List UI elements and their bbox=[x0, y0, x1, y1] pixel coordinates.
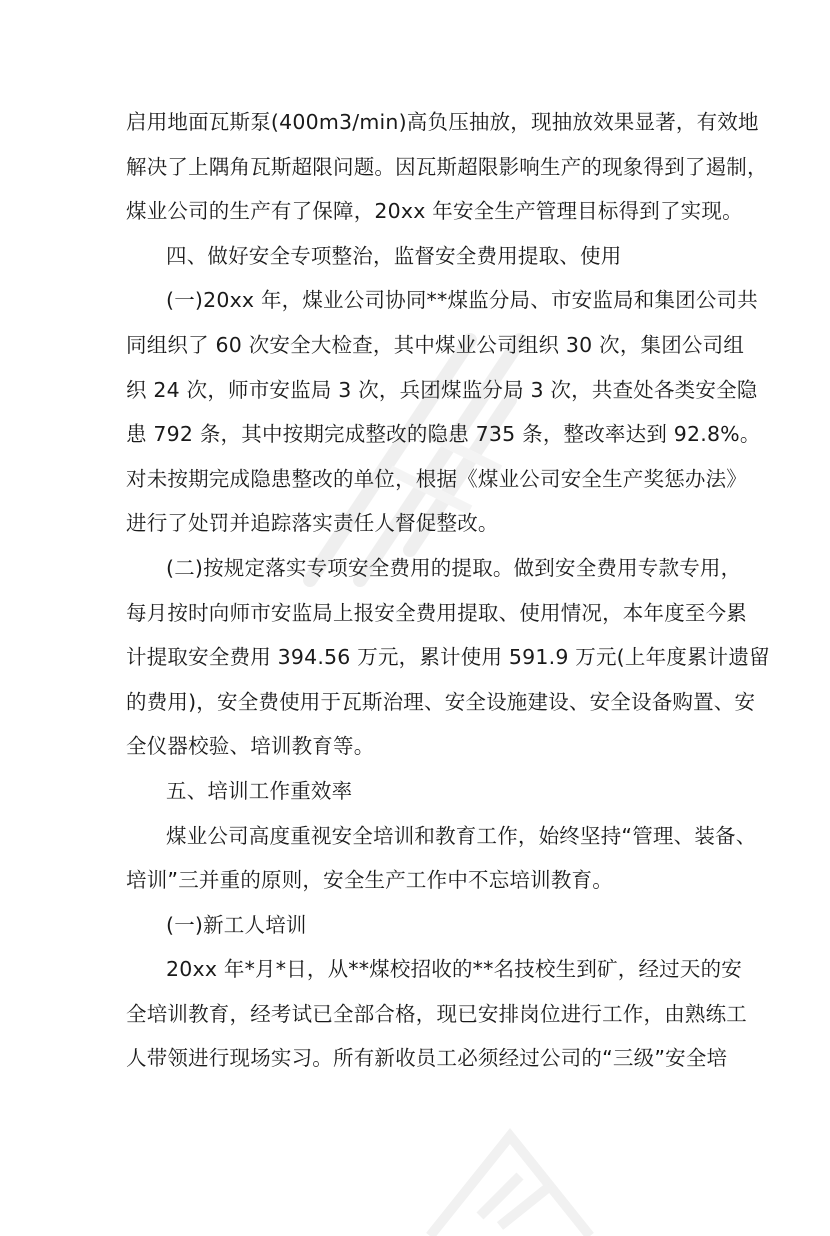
text-line: 培训”三并重的原则，安全生产工作中不忘培训教育。 bbox=[126, 868, 613, 893]
text-line: (二)按规定落实专项安全费用的提取。做到安全费用专款专用， bbox=[166, 555, 742, 580]
section-heading-five: 五、培训工作重效率 bbox=[166, 778, 353, 803]
section-heading-four: 四、做好安全专项整治，监督安全费用提取、使用 bbox=[166, 243, 622, 268]
text-line: 启用地面瓦斯泵(400m3/min)高负压抽放，现抽放效果显著，有效地 bbox=[126, 110, 759, 134]
text-line: 全培训教育，经考试已全部合格，现已安排岗位进行工作，由熟练工 bbox=[126, 1001, 747, 1026]
text-line: 进行了处罚并追踪落实责任人督促整改。 bbox=[126, 511, 499, 536]
text-line: 煤业公司的生产有了保障，20xx 年安全生产管理目标得到了实现。 bbox=[126, 199, 743, 224]
text-line: (一)20xx 年，煤业公司协同**煤监分局、市安监局和集团公司共 bbox=[166, 288, 758, 313]
text-line: 每月按时向师市安监局上报安全费用提取、使用情况，本年度至今累 bbox=[126, 600, 747, 625]
text-line: 的费用)，安全费使用于瓦斯治理、安全设施建设、安全设备购置、安 bbox=[126, 689, 756, 714]
text-line: 全仪器校验、培训教育等。 bbox=[126, 734, 375, 759]
document-body bbox=[126, 100, 770, 1081]
text-line: 对未按期完成隐患整改的单位，根据《煤业公司安全生产奖惩办法》 bbox=[126, 466, 747, 491]
text-line: 计提取安全费用 394.56 万元，累计使用 591.9 万元(上年度累计遗留 bbox=[126, 645, 770, 670]
text-line: 人带领进行现场实习。所有新收员工必须经过公司的“三级”安全培 bbox=[126, 1046, 728, 1071]
text-line: 同组织了 60 次安全大检查，其中煤业公司组织 30 次，集团公司组 bbox=[126, 332, 745, 357]
text-line: 解决了上隅角瓦斯超限问题。因瓦斯超限影响生产的现象得到了遏制， bbox=[126, 154, 768, 179]
watermark-logo-bottom bbox=[410, 1116, 670, 1236]
text-line: 织 24 次，师市安监局 3 次，兵团煤监分局 3 次，共查处各类安全隐 bbox=[126, 377, 758, 402]
text-line: 20xx 年*月*日，从**煤校招收的**名技校生到矿，经过天的安 bbox=[166, 957, 742, 982]
text-line: 煤业公司高度重视安全培训和教育工作，始终坚持“管理、装备、 bbox=[166, 823, 757, 848]
text-line: 患 792 条，其中按期完成整改的隐患 735 条，整改率达到 92.8%。 bbox=[126, 422, 761, 447]
subsection-heading: (一)新工人培训 bbox=[166, 912, 307, 937]
